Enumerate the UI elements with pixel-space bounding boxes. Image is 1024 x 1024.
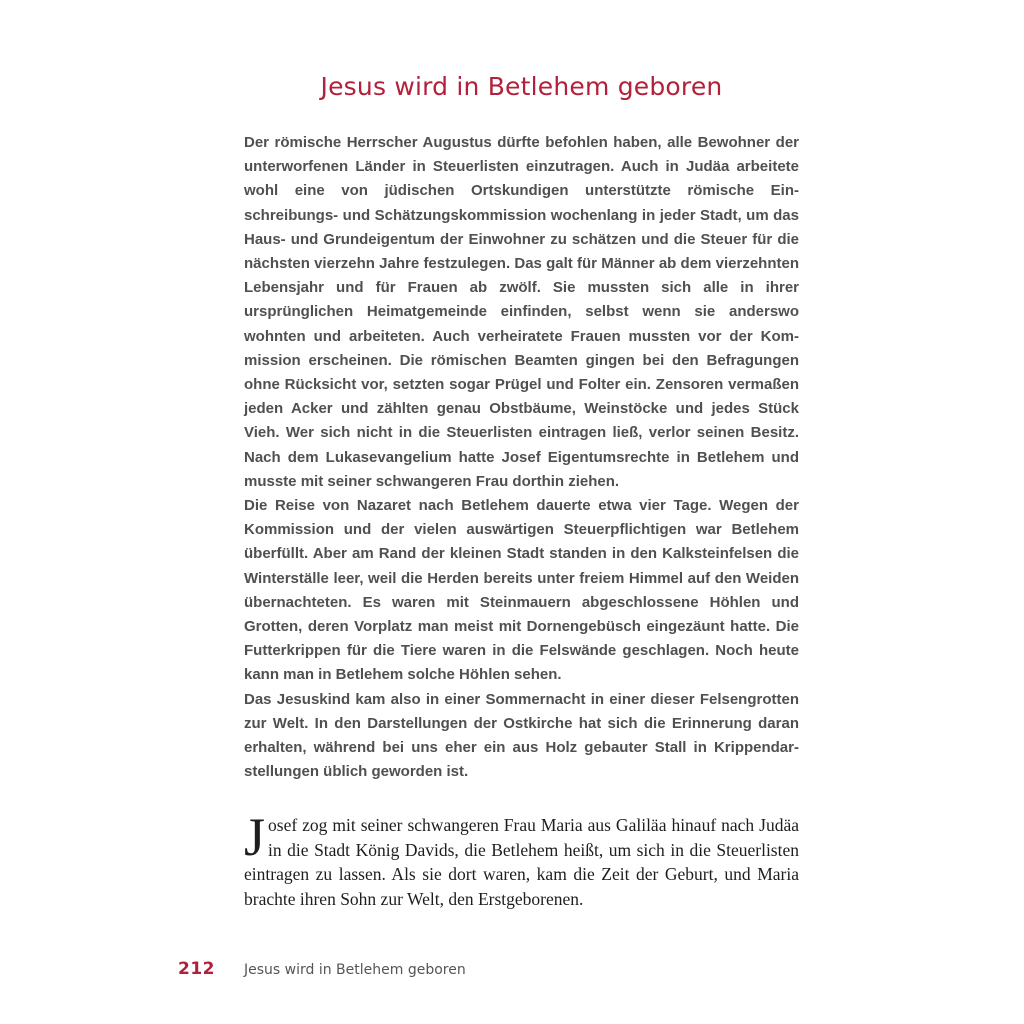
running-title: Jesus wird in Betlehem geboren bbox=[244, 962, 466, 978]
scripture-quote bbox=[244, 807, 799, 911]
quote-text: osef zog mit seiner schwangeren Frau Maria aus Galiläa hinauf nach Judäa in die Stadt König Davids, die Betlehem heißt, um sich in die Steuerlisten eintragen zu lassen. Als sie dort waren, kam die Zeit der Geburt, und Maria brachte ihren Sohn zur Welt, den Erstgeborenen. bbox=[244, 815, 799, 909]
body-text bbox=[244, 131, 799, 784]
page-title: Jesus wird in Betlehem geboren bbox=[320, 72, 723, 101]
paragraph: Der römische Herrscher Augustus dürfte befohlen haben, alle Bewohner der unterworfenen Länder in Steuerlisten einzutragen. Auch in Judäa arbeitete wohl eine von jüdischen Ortskundigen unterstützte römische Einschreibungs- und Schätzungskommission wochenlang in jeder Stadt, um das Haus- und Grundeigentum der Einwohner zu schätzen und die Steuer für die nächsten vierzehn Jahre festzulegen. Das galt für Männer ab dem vierzehnten Lebensjahr und für Frauen ab zwölf. Sie mussten sich alle in ihrer ursprünglichen Heimatgemeinde einfinden, selbst wenn sie anderswo wohnten und arbeiteten. Auch verheiratete Frauen mussten vor der Kommission erscheinen. Die römischen Beamten gingen bei den Befragungen ohne Rücksicht vor, setzten sogar Prügel und Folter ein. Zensoren vermaßen jeden Acker und zählten genau Obstbäume, Weinstöcke und jedes Stück Vieh. Wer sich nicht in die Steuerlisten eintragen ließ, verlor seinen Besitz. Nach dem Lukasevangelium hatte Josef Eigentumsrechte in Betlehem und musste mit seiner schwangeren Frau dorthin ziehen. bbox=[244, 134, 799, 490]
paragraph: Die Reise von Nazaret nach Betlehem dauerte etwa vier Tage. Wegen der Kommission und der vielen auswärtigen Steuerpflichtigen war Betlehem überfüllt. Aber am Rand der kleinen Stadt standen in den Kalksteinfelsen die Winterställe leer, weil die Herden bereits unter freiem Himmel auf den Weiden übernachteten. Es waren mit Steinmauern abgeschlossene Höhlen und Grotten, deren Vorplatz man meist mit Dornengebüsch eingezäunt hatte. Die Futterkrippen für die Tiere waren in die Felswände geschlagen. Noch heute kann man in Betlehem solche Höhlen sehen. bbox=[244, 497, 799, 684]
paragraph: Das Jesuskind kam also in einer Sommernacht in einer dieser Felsengrotten zur Welt. In den Darstellungen der Ostkirche hat sich die Erinnerung daran erhalten, während bei uns eher ein aus Holz gebauter Stall in Krippendarstellungen üblich geworden ist. bbox=[244, 690, 799, 781]
drop-cap: J bbox=[244, 807, 266, 867]
page-number: 212 bbox=[178, 959, 215, 979]
